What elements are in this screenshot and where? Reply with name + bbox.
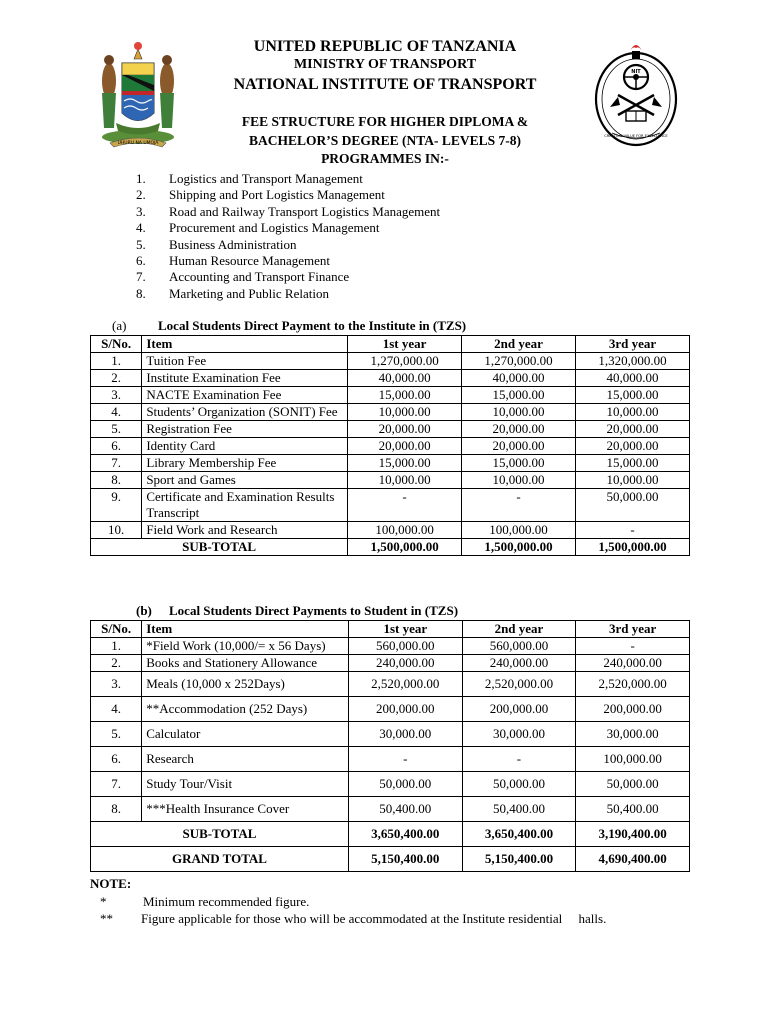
nit-motto: CREATING VALUE FOR EXCELLENCE xyxy=(604,134,668,138)
programme-number: 5. xyxy=(136,236,146,252)
motto-ribbon-text: UHURU NA UMOJA xyxy=(117,141,159,146)
table-b-title-text: Local Students Direct Payments to Student in (TZS) xyxy=(169,603,459,618)
cell-item: Sport and Games xyxy=(142,472,348,489)
table-header-row xyxy=(91,336,690,353)
table-row xyxy=(91,655,690,672)
table-row xyxy=(91,387,690,404)
cell-item: Calculator xyxy=(142,722,349,747)
table-row xyxy=(91,404,690,421)
cell-3rd-year: 10,000.00 xyxy=(576,472,690,489)
republic-heading: UNITED REPUBLIC OF TANZANIA xyxy=(253,38,517,55)
cell-1st-year: 1,270,000.00 xyxy=(348,353,462,370)
col-header-1st-year: 1st year xyxy=(348,336,462,353)
fee-structure-title-line1: FEE STRUCTURE FOR HIGHER DIPLOMA & xyxy=(241,114,529,129)
cell-1st-year: 15,000.00 xyxy=(348,387,462,404)
grand-total-label: GRAND TOTAL xyxy=(91,847,349,872)
cell-item: NACTE Examination Fee xyxy=(142,387,348,404)
programme-item xyxy=(136,286,440,302)
cell-1st-year: 10,000.00 xyxy=(348,472,462,489)
subtotal-label: SUB-TOTAL xyxy=(91,822,349,847)
cell-1st-year: 30,000.00 xyxy=(348,722,462,747)
cell-3rd-year: - xyxy=(576,638,690,655)
cell-3rd-year: 50,000.00 xyxy=(576,772,690,797)
cell-1st-year: 20,000.00 xyxy=(348,421,462,438)
cell-1st-year: 200,000.00 xyxy=(348,697,462,722)
programme-item xyxy=(136,220,440,236)
programme-number: 7. xyxy=(136,269,146,285)
table-b-title xyxy=(136,603,458,619)
coat-of-arms-logo xyxy=(88,33,188,148)
cell-sno: 8. xyxy=(91,797,142,822)
col-header-2nd-year: 2nd year xyxy=(462,621,576,638)
col-header-3rd-year: 3rd year xyxy=(576,621,690,638)
cell-2nd-year: 200,000.00 xyxy=(462,697,576,722)
cell-item: Study Tour/Visit xyxy=(142,772,349,797)
cell-sno: 1. xyxy=(91,353,142,370)
table-row xyxy=(91,697,690,722)
grand-total-3rd-year: 4,690,400.00 xyxy=(576,847,690,872)
cell-1st-year: 50,400.00 xyxy=(348,797,462,822)
cell-item: Meals (10,000 x 252Days) xyxy=(142,672,349,697)
table-row xyxy=(91,489,690,522)
cell-3rd-year: 200,000.00 xyxy=(576,697,690,722)
cell-3rd-year: 15,000.00 xyxy=(576,387,690,404)
table-a xyxy=(90,335,690,556)
table-a-title xyxy=(112,318,466,334)
fee-structure-title-line3: PROGRAMMES IN:- xyxy=(321,151,449,166)
cell-sno: 5. xyxy=(91,722,142,747)
cell-2nd-year: 1,270,000.00 xyxy=(462,353,576,370)
cell-item: Institute Examination Fee xyxy=(142,370,348,387)
cell-1st-year: 560,000.00 xyxy=(348,638,462,655)
cell-3rd-year: 50,000.00 xyxy=(576,489,690,522)
table-header-row xyxy=(91,621,690,638)
institute-heading: NATIONAL INSTITUTE OF TRANSPORT xyxy=(233,76,537,93)
programme-number: 2. xyxy=(136,187,146,203)
cell-3rd-year: 10,000.00 xyxy=(576,404,690,421)
programmes-list xyxy=(136,171,440,302)
cell-1st-year: 100,000.00 xyxy=(348,522,462,539)
cell-sno: 4. xyxy=(91,404,142,421)
cell-sno: 5. xyxy=(91,421,142,438)
programme-name: Shipping and Port Logistics Management xyxy=(169,187,385,203)
cell-3rd-year: 20,000.00 xyxy=(576,438,690,455)
note-symbol: * xyxy=(100,894,107,909)
cell-sno: 10. xyxy=(91,522,142,539)
subtotal-1st-year: 1,500,000.00 xyxy=(348,539,462,556)
cell-1st-year: 2,520,000.00 xyxy=(348,672,462,697)
cell-sno: 2. xyxy=(91,655,142,672)
programme-number: 4. xyxy=(136,220,146,236)
cell-sno: 4. xyxy=(91,697,142,722)
cell-2nd-year: 10,000.00 xyxy=(462,472,576,489)
cell-2nd-year: 50,000.00 xyxy=(462,772,576,797)
fee-structure-title-line2: BACHELOR’S DEGREE (NTA- LEVELS 7-8) xyxy=(248,133,522,148)
cell-2nd-year: 560,000.00 xyxy=(462,638,576,655)
table-b-label: (b) xyxy=(136,603,152,618)
table-row xyxy=(91,438,690,455)
grand-total-2nd-year: 5,150,400.00 xyxy=(462,847,576,872)
cell-1st-year: 40,000.00 xyxy=(348,370,462,387)
cell-item: Books and Stationery Allowance xyxy=(142,655,349,672)
col-header-2nd-year: 2nd year xyxy=(462,336,576,353)
cell-3rd-year: 30,000.00 xyxy=(576,722,690,747)
table-row xyxy=(91,638,690,655)
programme-number: 1. xyxy=(136,171,146,186)
note-text: Figure applicable for those who will be accommodated at the Institute residential halls. xyxy=(141,911,607,926)
programme-item xyxy=(136,237,440,253)
col-header-3rd-year: 3rd year xyxy=(576,336,690,353)
nit-initials: NIT xyxy=(631,69,641,75)
table-row xyxy=(91,522,690,539)
cell-item: ***Health Insurance Cover xyxy=(142,797,349,822)
cell-2nd-year: 100,000.00 xyxy=(462,522,576,539)
cell-3rd-year: 15,000.00 xyxy=(576,455,690,472)
cell-item: Identity Card xyxy=(142,438,348,455)
cell-item: Research xyxy=(142,747,349,772)
table-a-title-text: Local Students Direct Payment to the Institute in (TZS) xyxy=(158,318,467,333)
cell-3rd-year: 20,000.00 xyxy=(576,421,690,438)
cell-1st-year: - xyxy=(348,747,462,772)
programme-item xyxy=(136,187,440,203)
cell-item: Library Membership Fee xyxy=(142,455,348,472)
table-row xyxy=(91,747,690,772)
col-header-item: Item xyxy=(142,621,349,638)
nit-emblem-logo xyxy=(590,37,682,149)
cell-sno: 3. xyxy=(91,672,142,697)
table-row xyxy=(91,353,690,370)
col-header-item: Item xyxy=(142,336,348,353)
table-row xyxy=(91,772,690,797)
programme-item xyxy=(136,204,440,220)
ministry-heading: MINISTRY OF TRANSPORT xyxy=(293,57,477,72)
programme-item xyxy=(136,269,440,285)
cell-sno: 9. xyxy=(91,489,142,522)
cell-item: Field Work and Research xyxy=(142,522,348,539)
col-header-sno: S/No. xyxy=(91,336,142,353)
table-row xyxy=(91,370,690,387)
cell-sno: 3. xyxy=(91,387,142,404)
cell-item: Certificate and Examination Results Transcript xyxy=(142,489,348,522)
cell-sno: 1. xyxy=(91,638,142,655)
programme-number: 8. xyxy=(136,285,146,301)
cell-3rd-year: 100,000.00 xyxy=(576,747,690,772)
subtotal-1st-year: 3,650,400.00 xyxy=(348,822,462,847)
cell-item: *Field Work (10,000/= x 56 Days) xyxy=(142,638,349,655)
note-line xyxy=(100,911,606,927)
cell-2nd-year: 20,000.00 xyxy=(462,421,576,438)
programme-number: 3. xyxy=(136,203,146,219)
programme-name: Road and Railway Transport Logistics Management xyxy=(169,203,441,219)
subtotal-2nd-year: 1,500,000.00 xyxy=(462,539,576,556)
programme-name: Business Administration xyxy=(169,236,297,252)
cell-2nd-year: 15,000.00 xyxy=(462,455,576,472)
col-header-sno: S/No. xyxy=(91,621,142,638)
cell-sno: 7. xyxy=(91,455,142,472)
cell-2nd-year: 2,520,000.00 xyxy=(462,672,576,697)
cell-2nd-year: 20,000.00 xyxy=(462,438,576,455)
table-row xyxy=(91,421,690,438)
subtotal-3rd-year: 1,500,000.00 xyxy=(576,539,690,556)
cell-1st-year: 20,000.00 xyxy=(348,438,462,455)
table-row xyxy=(91,455,690,472)
table-row xyxy=(91,797,690,822)
cell-item: Registration Fee xyxy=(142,421,348,438)
note-line xyxy=(100,894,309,910)
programme-item xyxy=(136,171,440,187)
cell-1st-year: 10,000.00 xyxy=(348,404,462,421)
cell-sno: 8. xyxy=(91,472,142,489)
programme-number: 6. xyxy=(136,252,146,268)
cell-1st-year: - xyxy=(348,489,462,522)
cell-item: Students’ Organization (SONIT) Fee xyxy=(142,404,348,421)
grand-total-1st-year: 5,150,400.00 xyxy=(348,847,462,872)
programme-name: Logistics and Transport Management xyxy=(169,171,363,186)
subtotal-label: SUB-TOTAL xyxy=(91,539,348,556)
table-row xyxy=(91,722,690,747)
cell-3rd-year: 1,320,000.00 xyxy=(576,353,690,370)
programme-name: Human Resource Management xyxy=(169,252,331,268)
table-row xyxy=(91,472,690,489)
note-text: Minimum recommended figure. xyxy=(143,894,310,909)
cell-2nd-year: 240,000.00 xyxy=(462,655,576,672)
programme-name: Marketing and Public Relation xyxy=(169,285,329,301)
programme-name: Procurement and Logistics Management xyxy=(169,220,380,236)
cell-3rd-year: 40,000.00 xyxy=(576,370,690,387)
subtotal-row xyxy=(91,822,690,847)
cell-3rd-year: 2,520,000.00 xyxy=(576,672,690,697)
cell-2nd-year: - xyxy=(462,747,576,772)
cell-2nd-year: 30,000.00 xyxy=(462,722,576,747)
grand-total-row xyxy=(91,847,690,872)
cell-2nd-year: - xyxy=(462,489,576,522)
cell-2nd-year: 50,400.00 xyxy=(462,797,576,822)
subtotal-row xyxy=(91,539,690,556)
cell-1st-year: 50,000.00 xyxy=(348,772,462,797)
cell-sno: 6. xyxy=(91,438,142,455)
cell-item: **Accommodation (252 Days) xyxy=(142,697,349,722)
cell-3rd-year: - xyxy=(576,522,690,539)
table-b xyxy=(90,620,690,872)
note-title: NOTE: xyxy=(90,876,132,891)
cell-2nd-year: 10,000.00 xyxy=(462,404,576,421)
programme-item xyxy=(136,253,440,269)
cell-3rd-year: 50,400.00 xyxy=(576,797,690,822)
cell-sno: 6. xyxy=(91,747,142,772)
subtotal-2nd-year: 3,650,400.00 xyxy=(462,822,576,847)
table-row xyxy=(91,672,690,697)
cell-2nd-year: 40,000.00 xyxy=(462,370,576,387)
cell-3rd-year: 240,000.00 xyxy=(576,655,690,672)
programme-name: Accounting and Transport Finance xyxy=(169,269,350,285)
subtotal-3rd-year: 3,190,400.00 xyxy=(576,822,690,847)
col-header-1st-year: 1st year xyxy=(348,621,462,638)
cell-sno: 7. xyxy=(91,772,142,797)
cell-item: Tuition Fee xyxy=(142,353,348,370)
cell-sno: 2. xyxy=(91,370,142,387)
note-symbol: ** xyxy=(100,911,113,926)
cell-2nd-year: 15,000.00 xyxy=(462,387,576,404)
cell-1st-year: 240,000.00 xyxy=(348,655,462,672)
cell-1st-year: 15,000.00 xyxy=(348,455,462,472)
table-a-label: (a) xyxy=(112,318,127,333)
